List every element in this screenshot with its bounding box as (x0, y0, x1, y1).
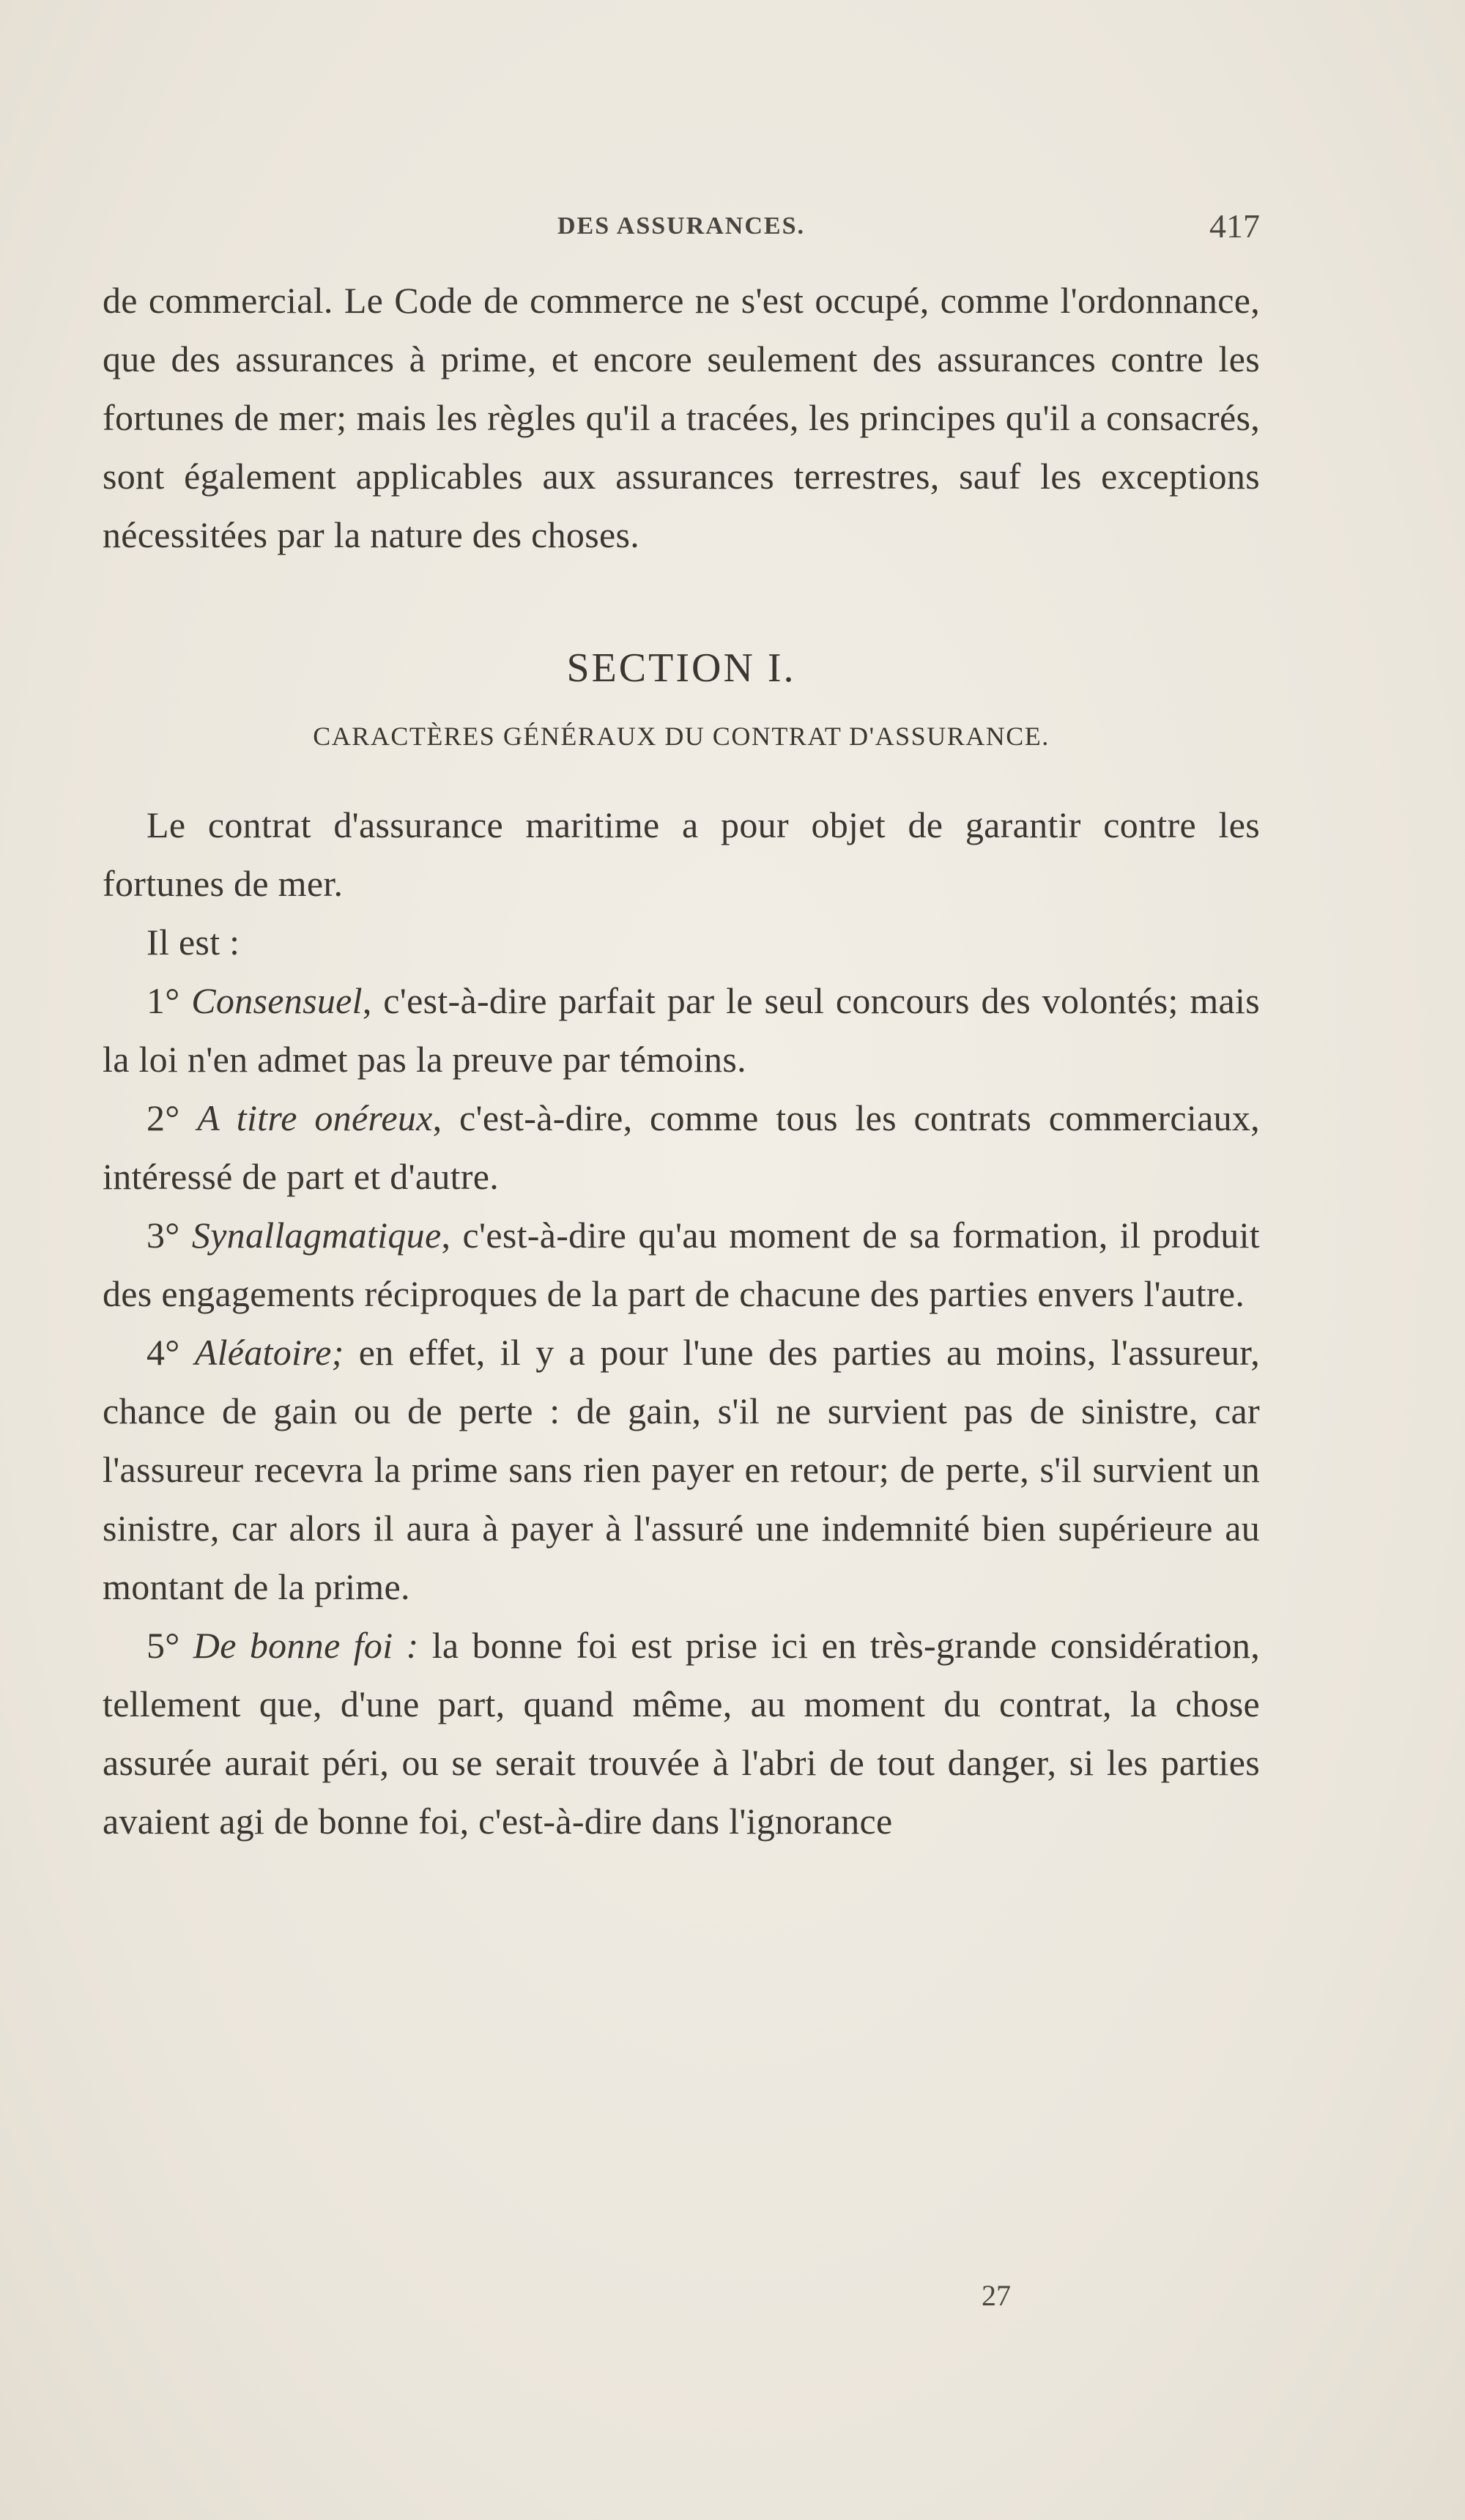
item-term: Consensuel (191, 980, 363, 1021)
item-text: , c'est-à-dire qu'au moment de sa formation, il produit des engagements réciproques de la part de chacune des parties envers l'autre. (103, 1215, 1260, 1314)
page-number: 417 (1209, 207, 1260, 245)
section-subtitle: CARACTÈRES GÉNÉRAUX DU CONTRAT D'ASSURANCE. (313, 722, 1050, 751)
il-est-line: Il est : (146, 922, 240, 963)
list-item-titre-onereux (103, 1089, 1260, 1206)
running-head: DES ASSURANCES. (557, 212, 805, 240)
section-title: SECTION I. (566, 645, 796, 691)
item-term: Aléatoire; (194, 1332, 344, 1373)
list-item-bonne-foi (103, 1616, 1260, 1850)
item-text: la bonne foi est prise ici en très-grande considération, tellement que, d'une part, quand même, au moment du contrat, la chose assurée aurait péri, ou se serait trouvée à l'abri de tout danger, si les parties avaient agi de bonne foi, c'est-à-dire dans l'ignorance (103, 1625, 1260, 1842)
item-number: 1° (146, 980, 180, 1021)
item-number: 5° (146, 1625, 180, 1666)
item-number: 2° (146, 1097, 180, 1138)
item-term: De bonne foi : (193, 1625, 419, 1666)
definition-paragraph: Le contrat d'assurance maritime a pour objet de garantir contre les fortunes de mer. (103, 804, 1260, 904)
signature-mark: 27 (982, 2279, 1011, 2312)
item-text: , c'est-à-dire parfait par le seul concours des volontés; mais la loi n'en admet pas la preuve par témoins. (103, 980, 1260, 1080)
intro-paragraph: de commercial. Le Code de commerce ne s'est occupé, comme l'ordonnance, que des assurances à prime, et encore seulement des assurances contre les fortunes de mer; mais les règles qu'il a tracées, les principes qu'il a consacrés, sont également applicables aux assurances terrestres, sauf les exceptions nécessitées par la nature des choses. (103, 280, 1260, 555)
list-item-synallagmatique (103, 1206, 1260, 1323)
page-header (103, 207, 1260, 256)
page-body (103, 271, 1260, 1850)
item-number: 3° (146, 1215, 180, 1256)
item-text: , c'est-à-dire, comme tous les contrats commerciaux, intéressé de part et d'autre. (103, 1097, 1260, 1197)
list-item-consensuel (103, 971, 1260, 1089)
item-number: 4° (146, 1332, 180, 1373)
list-item-aleatoire (103, 1323, 1260, 1616)
item-term: Synallagmatique (191, 1215, 442, 1256)
item-term: A titre onéreux (197, 1097, 433, 1138)
item-text: en effet, il y a pour l'une des parties au moins, l'assureur, chance de gain ou de perte : de gain, s'il ne survient pas de sinistre, car l'assureur recevra la prime sans rien payer en retour; de perte, s'il survient un sinistre, car alors il aura à payer à l'assuré une indemnité bien supérieure au montant de la prime. (103, 1332, 1260, 1607)
